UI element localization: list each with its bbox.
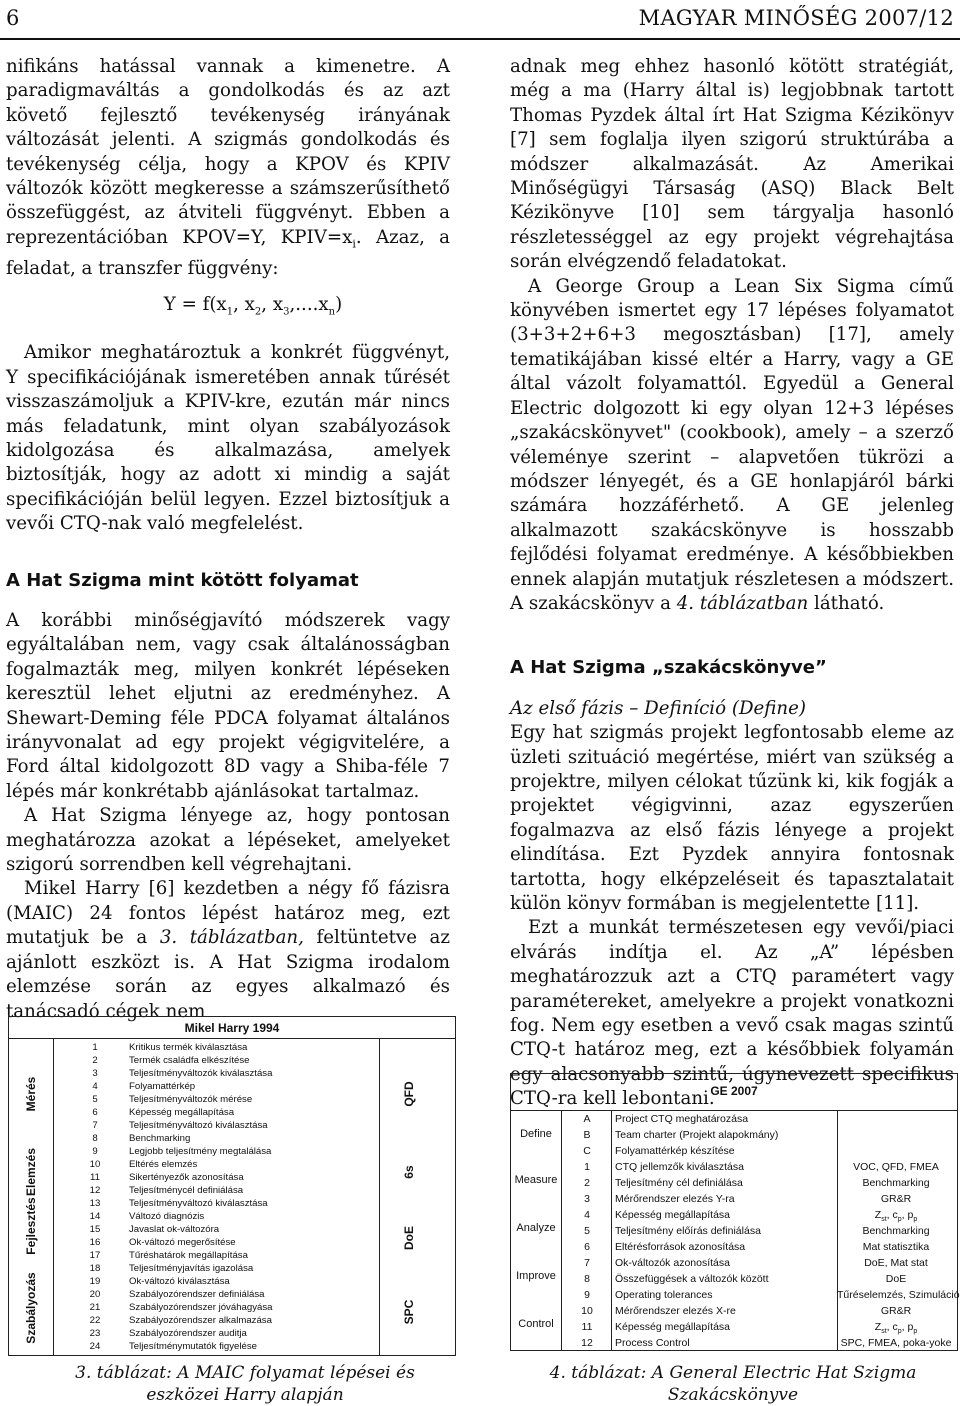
step-number: 8 bbox=[584, 1273, 590, 1285]
section-heading: A Hat Szigma „szakácskönyve” bbox=[510, 657, 827, 679]
step-label: Kritikus termék kiválasztása bbox=[129, 1042, 248, 1053]
phase-label: Elemzés bbox=[24, 1147, 38, 1197]
step-label: Ok-változó megerősítése bbox=[129, 1237, 236, 1248]
step-number: 4 bbox=[92, 1081, 98, 1092]
tool-cell: SPC, FMEA, poka-yoke bbox=[840, 1337, 952, 1349]
phase-label: Analyze bbox=[516, 1222, 556, 1234]
table-row bbox=[511, 1223, 957, 1239]
paragraph: Amikor meghatároztuk a konkrét függvényt, Y specifikációjának ismeretében annak tűrését visszaszámoljuk a KPIV-kre, ezután már nincs más feladatunk, mint olyan szabályozások kidolgozása és alkalmazása, amelyek biztosítják, hogy az adott xi mindig a saját specifikációján belül legyen. Ezzel biztosítjuk a vevői CTQ-nak való megfelelést. bbox=[6, 342, 450, 535]
step-label: Folyamattérkép bbox=[129, 1081, 196, 1092]
phase-label: Mérés bbox=[24, 1076, 38, 1112]
step-number: 9 bbox=[584, 1289, 590, 1301]
tool-cell: Tűréselemzés, Szimuláció bbox=[837, 1289, 960, 1301]
table-row bbox=[511, 1127, 957, 1143]
step-number: 14 bbox=[89, 1211, 101, 1222]
paragraph: Mikel Harry [6] kezdetben a négy fő fázisra (MAIC) 24 fontos lépést határoz meg, ezt mutatjuk be a 3. táblázatban, feltüntetve az ajánlott eszközt is. A Hat Szigma irodalom elemzése során az egyes alkalmazó és tanácsadó cégek nem bbox=[6, 878, 450, 1022]
step-number: 19 bbox=[89, 1276, 101, 1287]
tool-label: QFD bbox=[402, 1081, 416, 1107]
step-number: 1 bbox=[92, 1042, 98, 1053]
step-label: Szabályozórendszer jóváhagyása bbox=[129, 1302, 273, 1313]
step-number: 3 bbox=[92, 1068, 98, 1079]
transfer-function-formula: $Y = f(x_1$, $x_2$, $x_3,....x_n$) bbox=[163, 294, 343, 318]
table-row bbox=[511, 1175, 957, 1191]
tool-cell: DoE bbox=[885, 1273, 907, 1285]
step-label: Tűréshatárok megállapítása bbox=[129, 1250, 248, 1261]
step-label: Eltérés elemzés bbox=[129, 1159, 198, 1170]
phase-label: Szabályozás bbox=[24, 1272, 38, 1344]
step-label: Team charter (Projekt alapokmány) bbox=[615, 1129, 779, 1141]
tool-cell: DoE, Mat stat bbox=[864, 1257, 928, 1269]
step-label: Teljesítményváltozó kiválasztása bbox=[129, 1120, 268, 1131]
subsection-heading: Az első fázis – Definíció (Define) bbox=[510, 697, 806, 719]
left-column bbox=[6, 55, 450, 1024]
step-number: C bbox=[583, 1145, 591, 1157]
step-number: 5 bbox=[584, 1225, 590, 1237]
table-title: Mikel Harry 1994 bbox=[184, 1021, 280, 1035]
tool-cell: Mat statisztika bbox=[862, 1241, 930, 1253]
step-label: Teljesítmény cél definiálása bbox=[615, 1177, 743, 1189]
step-label: Eltérésforrások azonosítása bbox=[615, 1241, 746, 1253]
step-number: 6 bbox=[584, 1241, 590, 1253]
step-number: 5 bbox=[92, 1094, 98, 1105]
step-number: 9 bbox=[92, 1146, 98, 1157]
step-label: Folyamattérkép készítése bbox=[615, 1145, 735, 1157]
step-label: Javaslat ok-változóra bbox=[129, 1224, 220, 1235]
step-label: CTQ jellemzők kiválasztása bbox=[615, 1161, 744, 1173]
step-number: 8 bbox=[92, 1133, 98, 1144]
step-label: Változó diagnózis bbox=[129, 1211, 205, 1222]
tool-label: DoE bbox=[402, 1226, 416, 1250]
step-number: 2 bbox=[92, 1055, 98, 1066]
table-row bbox=[511, 1207, 957, 1223]
tool-cell: GR&R bbox=[880, 1193, 912, 1205]
table-4-ge bbox=[510, 1073, 958, 1351]
paragraph: A Hat Szigma lényege az, hogy pontosan meghatározza azokat a lépéseket, amelyeket szigorú sorrendben kell végrehajtani. bbox=[6, 805, 450, 876]
table-row bbox=[511, 1111, 957, 1127]
table-row bbox=[511, 1143, 957, 1159]
tool-cell: $Z_{st}$, $c_p$, $p_p$ bbox=[874, 1321, 918, 1336]
step-number: 18 bbox=[89, 1263, 101, 1274]
step-label: Teljesítmény előírás definiálása bbox=[615, 1225, 761, 1237]
page-number: 6 bbox=[6, 6, 20, 30]
table-row bbox=[511, 1303, 957, 1319]
table-3-harry bbox=[8, 1016, 456, 1356]
tool-label: 6s bbox=[402, 1165, 416, 1179]
step-label: Mérőrendszer elezés Y-ra bbox=[615, 1193, 735, 1205]
phase-label: Fejlesztés bbox=[24, 1197, 38, 1255]
step-label: Képesség megállapítása bbox=[615, 1321, 730, 1333]
step-label: Szabályozórendszer definiálása bbox=[129, 1289, 265, 1300]
paragraph: adnak meg ehhez hasonló kötött stratégiát, még a ma (Harry által is) legjobbnak tartott Thomas Pyzdek által írt Hat Szigma Kézikönyv [7] sem foglalja ilyen szigorú struktúrába a módszer alkalmazását. Az Amerikai Minőségügyi Társaság (ASQ) Black Belt Kézikönyve [10] sem tárgyalja hasonló részletességgel az egy projekt végrehajtása során elvégzendő feladatokat. bbox=[510, 56, 954, 273]
step-number: 2 bbox=[584, 1177, 590, 1189]
step-number: 7 bbox=[92, 1120, 98, 1131]
step-label: Ok-változók azonosítása bbox=[615, 1257, 730, 1269]
tool-cell: $Z_{st}$, $c_p$, $p_p$ bbox=[874, 1209, 918, 1224]
table-row bbox=[511, 1159, 957, 1175]
table-3-caption: 3. táblázat: A MAIC folyamat lépései és eszközei Harry alapján bbox=[75, 1363, 415, 1405]
step-number: 20 bbox=[89, 1289, 101, 1300]
paragraph: Egy hat szigmás projekt legfontosabb eleme az üzleti szituáció megértése, miért van szükség a projektre, milyen célokat tűzünk ki, kik fogják a projektet végigvinni, azaz egyszerűen fogalmazva az első fázis lényege a projekt elindítása. Ezt Pyzdek annyira fontosnak tartotta, hogy elképzeléseit és tapasztalatait külön könyv formában is megjelentette [11]. bbox=[510, 722, 954, 914]
step-label: Teljesítményváltozók mérése bbox=[129, 1094, 253, 1105]
step-label: Mérőrendszer elezés X-re bbox=[615, 1305, 736, 1317]
journal-title: MAGYAR MINŐSÉG 2007/12 bbox=[638, 6, 954, 30]
step-label: Teljesítménycél definiálása bbox=[129, 1185, 244, 1196]
table-row bbox=[511, 1287, 960, 1303]
tool-cell: Benchmarking bbox=[862, 1177, 930, 1189]
step-label: Képesség megállapítása bbox=[615, 1209, 730, 1221]
paragraph: A George Group a Lean Six Sigma című könyvében ismertet egy 17 lépéses folyamatot (3+3+2+6+3 megosztásban) [17], amely tematikájában kissé eltér a Harry, vagy a GE által vázolt folyamattól. Egyedül a General Electric dolgozott ki egy olyan 12+3 lépéses „szakácskönyvet" (cookbook), amely – a szerző véleménye szerint – alapvetően tükrözi a módszer lényegét, és a GE honlapjáról bárki számára hozzáférhető. A GE jelenleg alkalmazott szakácskönyve is hosszabb fejlődési folyamat eredménye. A későbbiekben ennek alapján mutatjuk részletesen a módszert. A szakácskönyv a 4. táblázatban látható. bbox=[510, 275, 954, 614]
step-number: 1 bbox=[584, 1161, 590, 1173]
step-number: B bbox=[583, 1129, 591, 1141]
step-number: 22 bbox=[89, 1315, 101, 1326]
step-number: 12 bbox=[89, 1185, 101, 1196]
phase-label: Improve bbox=[516, 1270, 556, 1282]
paragraph: A korábbi minőségjavító módszerek vagy egyáltalában nem, vagy csak általánosságban fogalmazták meg, milyen konkrét lépéseken keresztül lehet eljutni az eredményhez. A Shewart-Deming féle PDCA folyamat általános irányvonalat ad egy projekt végigvitelére, a Ford által kidolgozott 8D vagy a Shiba-féle 7 lépés már konkrétabb ajánlásokat tartalmaz. bbox=[6, 610, 450, 802]
table-row bbox=[511, 1255, 957, 1271]
step-label: Szabályozórendszer alkalmazása bbox=[129, 1315, 272, 1326]
step-number: 4 bbox=[584, 1209, 590, 1221]
step-number: A bbox=[583, 1113, 591, 1125]
right-column bbox=[510, 55, 954, 1112]
table-row bbox=[511, 1335, 957, 1351]
step-number: 17 bbox=[89, 1250, 101, 1261]
step-label: Operating tolerances bbox=[615, 1289, 713, 1301]
paragraph: nifikáns hatással vannak a kimenetre. A paradigmaváltás a gondolkodás és az azt követő fejlesztő tevékenység irányának változását jelenti. A szigmás gondolkodás és tevékenység célja, hogy a KPOV és KPIV változók között megkeresse a számszerűsíthető összefüggést, az átviteli függvényt. Ebben a reprezentációban KPOV=Y, $KPIV=x_i$. Azaz, a feladat, a transzfer függvény: bbox=[6, 56, 450, 279]
tool-label: SPC bbox=[402, 1299, 416, 1325]
step-number: 11 bbox=[90, 1172, 100, 1183]
phase-label: Measure bbox=[514, 1174, 558, 1186]
step-number: 21 bbox=[89, 1302, 101, 1313]
step-label: Benchmarking bbox=[129, 1133, 191, 1144]
step-number: 15 bbox=[89, 1224, 101, 1235]
step-number: 23 bbox=[89, 1328, 101, 1339]
step-label: Képesség megállapítása bbox=[129, 1107, 235, 1118]
tool-cell: VOC, QFD, FMEA bbox=[853, 1161, 939, 1173]
page-header bbox=[0, 0, 960, 40]
step-label: Teljesítményváltozók kiválasztása bbox=[129, 1068, 273, 1079]
table-row bbox=[511, 1239, 957, 1255]
step-number: 10 bbox=[581, 1305, 593, 1317]
step-label: Project CTQ meghatározása bbox=[615, 1113, 749, 1125]
paragraph: Ezt a munkát természetesen egy vevői/piaci elvárás indítja el. Az „A” lépésben meghatározzuk azt a CTQ paramétert vagy paramétereket, amelyekre a projekt vonatkozni fog. Nem egy esetben a vevő csak magas szintű CTQ-t határoz meg, ezt a későbbiek folyamán egy alacsonyabb szintű, úgynevezett specifikus CTQ-ra kell lebontani. bbox=[510, 917, 954, 1110]
step-number: 13 bbox=[89, 1198, 101, 1209]
table-row bbox=[511, 1319, 957, 1335]
step-label: Szabályozórendszer auditja bbox=[129, 1328, 247, 1339]
tool-cell: Benchmarking bbox=[862, 1225, 930, 1237]
step-label: Sikertényezők azonosítása bbox=[129, 1172, 244, 1183]
table-4-caption: 4. táblázat: A General Electric Hat Szigma Szakácskönyve bbox=[549, 1363, 917, 1405]
step-number: 11 bbox=[581, 1321, 593, 1333]
section-heading: A Hat Szigma mint kötött folyamat bbox=[6, 569, 359, 591]
table-row bbox=[511, 1191, 957, 1207]
table-row bbox=[511, 1271, 957, 1287]
tool-cell: GR&R bbox=[880, 1305, 912, 1317]
step-number: 3 bbox=[584, 1193, 590, 1205]
step-label: Legjobb teljesítmény megtalálása bbox=[129, 1146, 272, 1157]
step-label: Ok-változó kiválasztása bbox=[129, 1276, 230, 1287]
step-number: 24 bbox=[89, 1341, 101, 1352]
table-title: GE 2007 bbox=[710, 1084, 758, 1098]
phase-label: Define bbox=[520, 1128, 552, 1140]
step-number: 16 bbox=[89, 1237, 101, 1248]
step-label: Termék családfa elkészítése bbox=[129, 1055, 250, 1066]
step-number: 7 bbox=[584, 1257, 590, 1269]
step-label: Összefüggések a változók között bbox=[615, 1273, 769, 1285]
step-number: 6 bbox=[92, 1107, 98, 1118]
step-number: 10 bbox=[89, 1159, 101, 1170]
step-label: Process Control bbox=[615, 1337, 690, 1349]
step-number: 12 bbox=[581, 1337, 593, 1349]
step-label: Teljesítményjavítás igazolása bbox=[129, 1263, 254, 1274]
phase-label: Control bbox=[518, 1318, 554, 1330]
step-label: Teljesítménymutatók figyelése bbox=[129, 1341, 257, 1352]
step-label: Teljesítményváltozó kiválasztása bbox=[129, 1198, 268, 1209]
